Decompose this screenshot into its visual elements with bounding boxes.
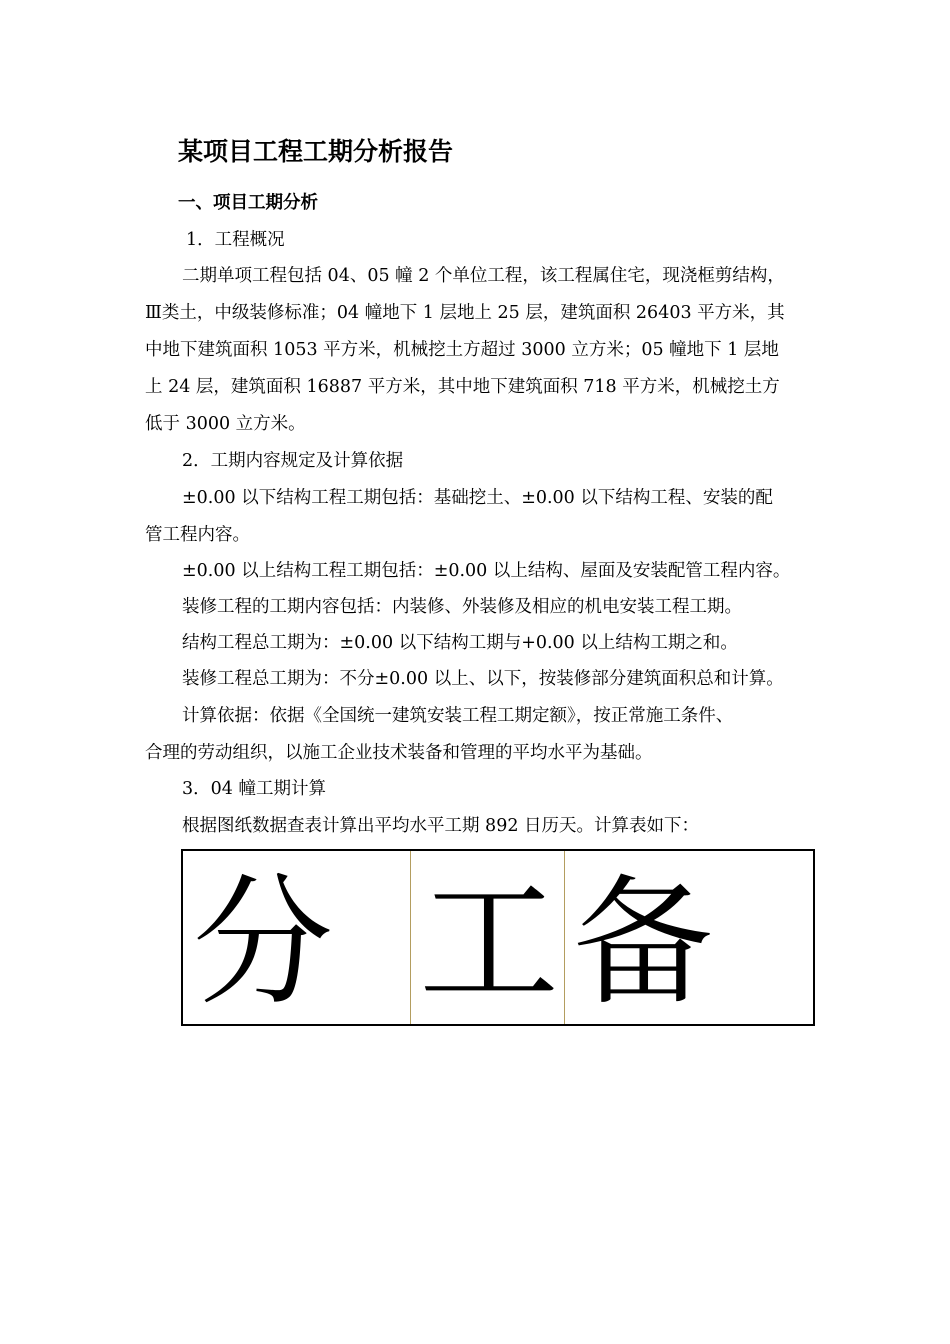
table-header-char: 分: [193, 862, 334, 1024]
paragraph-line: Ⅲ类土，中级装修标准；04 幢地下 1 层地上 25 层，建筑面积 26403 平方米，其: [145, 303, 785, 323]
paragraph-line: 装修工程总工期为：不分±0.00 以上、以下，按装修部分建筑面积总和计算。: [182, 669, 784, 689]
section-heading: 一、项目工期分析: [178, 193, 318, 213]
calculation-table: [181, 849, 815, 1026]
paragraph-line: 装修工程的工期内容包括：内装修、外装修及相应的机电安装工程工期。: [182, 597, 742, 617]
table-header-char: 工: [419, 862, 560, 1024]
paragraph-line: 合理的劳动组织，以施工企业技术装备和管理的平均水平为基础。: [145, 743, 653, 763]
table-cell: [183, 851, 411, 1024]
paragraph-line: 二期单项工程包括 04、05 幢 2 个单位工程，该工程属住宅，现浇框剪结构，: [182, 266, 785, 286]
table-cell: [411, 851, 565, 1024]
subheading-building-04-calc: 3．04 幢工期计算: [182, 779, 326, 799]
paragraph-line: 中地下建筑面积 1053 平方米，机械挖土方超过 3000 立方米；05 幢地下 1 层地: [145, 340, 779, 360]
paragraph-line: 上 24 层，建筑面积 16887 平方米，其中地下建筑面积 718 平方米，机械挖土方: [145, 377, 780, 397]
table-header-char: 备: [573, 862, 714, 1024]
table-cell: [565, 851, 813, 1024]
subheading-project-overview: 1．工程概况: [186, 230, 285, 250]
paragraph-line: 结构工程总工期为：±0.00 以下结构工期与+0.00 以上结构工期之和。: [182, 633, 738, 653]
paragraph-line: 低于 3000 立方米。: [145, 414, 306, 434]
paragraph-line: 计算依据：依据《全国统一建筑安装工程工期定额》，按正常施工条件、: [182, 706, 734, 726]
document-title: 某项目工程工期分析报告: [178, 137, 454, 166]
subheading-schedule-content: 2．工期内容规定及计算依据: [182, 451, 404, 471]
paragraph-line: 根据图纸数据查表计算出平均水平工期 892 日历天。计算表如下：: [182, 816, 700, 836]
paragraph-line: ±0.00 以上结构工程工期包括：±0.00 以上结构、屋面及安装配管工程内容。: [182, 561, 791, 581]
paragraph-line: ±0.00 以下结构工程工期包括：基础挖土、±0.00 以下结构工程、安装的配: [182, 488, 773, 508]
paragraph-line: 管工程内容。: [145, 525, 250, 545]
